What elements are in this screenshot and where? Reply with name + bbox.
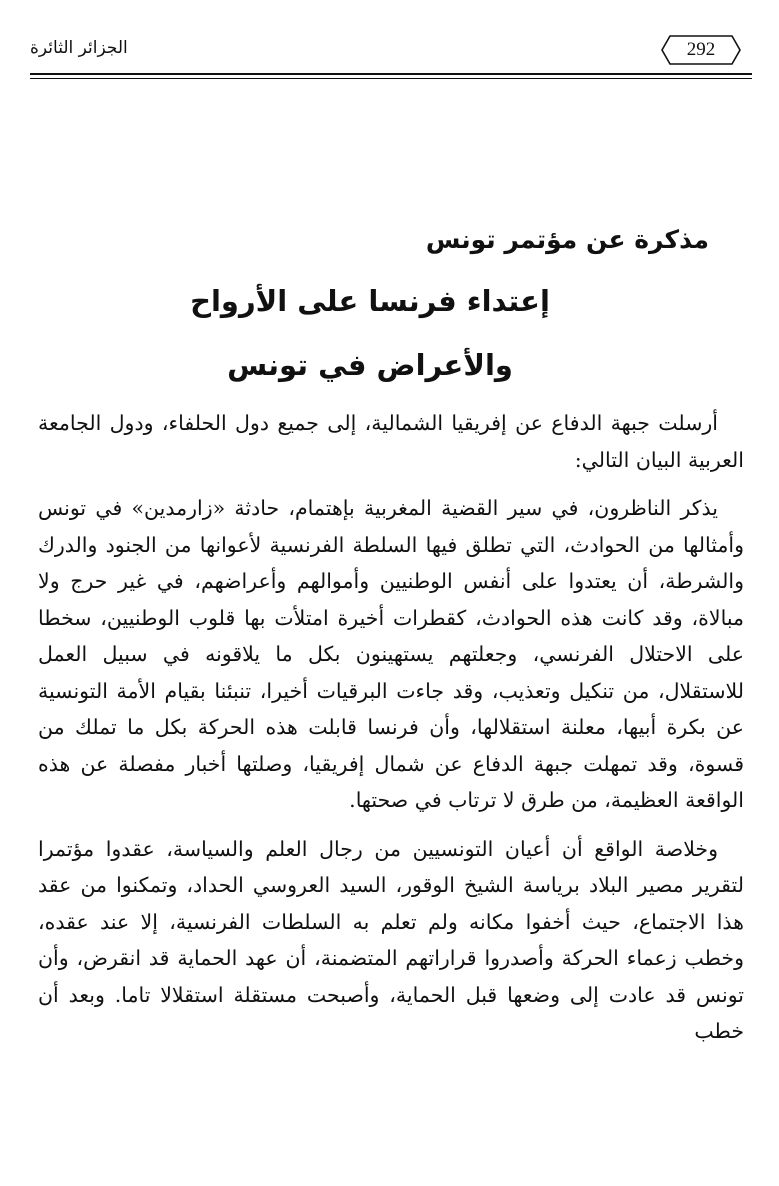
section-supertitle: مذكرة عن مؤتمر تونس	[425, 225, 709, 254]
page-number: 292	[686, 39, 716, 60]
paragraph-2: يذكر الناظرون، في سير القضية المغربية بإهتمام، حادثة «زارمدين» في تونس وأمثالها من الحوادث، التي تطلق فيها السلطة الفرنسية لأعوانها من الجنود والدرك والشرطة، أن يعتدوا على أنفس الوطنيين وأموالهم وأعراضهم، في غير حرج ولا مبالاة، وقد كانت هذه الحوادث، كقطرات أخيرة امتلأت بها قلوب الوطنيين، سخطا على الاحتلال الفرنسي، وجعلتهم يستهينون بكل ما يلاقونه في سبيل العمل للاستقلال، من تنكيل وتعذيب، وقد جاءت البرقيات أخيرا، تنبئنا بقيام الأمة التونسية عن بكرة أبيها، معلنة استقلالها، وأن فرنسا قابلت هذه الحركة بكل ما تملك من قسوة، وقد تمهلت جبهة الدفاع عن شمال إفريقيا، وصلتها أخبار مفصلة عن هذه الواقعة العظيمة، من طرق لا ترتاب في صحتها.	[38, 496, 744, 812]
header-rule-thick	[30, 73, 752, 75]
paragraph-3: وخلاصة الواقع أن أعيان التونسيين من رجال العلم والسياسة، عقدوا مؤتمرا لتقرير مصير البلاد برياسة الشيخ الوقور، السيد العروسي الحداد، وتمكنوا من عقد هذا الاجتماع، حيث أخفوا مكانه ولم تعلم به السلطات الفرنسية، إلا عند عقده، وخطب زعماء الحركة وأصدروا قراراتهم المتضمنة، أن عهد الحماية قد انقرض، وأن تونس قد عادت إلى وضعها قبل الحماية، وأصبحت مستقلة استقلالا تاما. وبعد أن خطب	[38, 836, 744, 1043]
running-book-title: الجزائر الثائرة	[30, 38, 128, 58]
paragraph-1: أرسلت جبهة الدفاع عن إفريقيا الشمالية، إلى جميع دول الحلفاء، ودول الجامعة العربية البيان التالي:	[38, 411, 744, 472]
article-title-line-1: إعتداء فرنسا على الأرواح	[190, 284, 550, 318]
header-rule-thin	[30, 78, 752, 79]
running-header	[0, 32, 779, 76]
page-number-badge	[660, 34, 742, 66]
article-title-line-2: والأعراض في تونس	[227, 348, 513, 382]
article-body	[38, 405, 744, 1062]
